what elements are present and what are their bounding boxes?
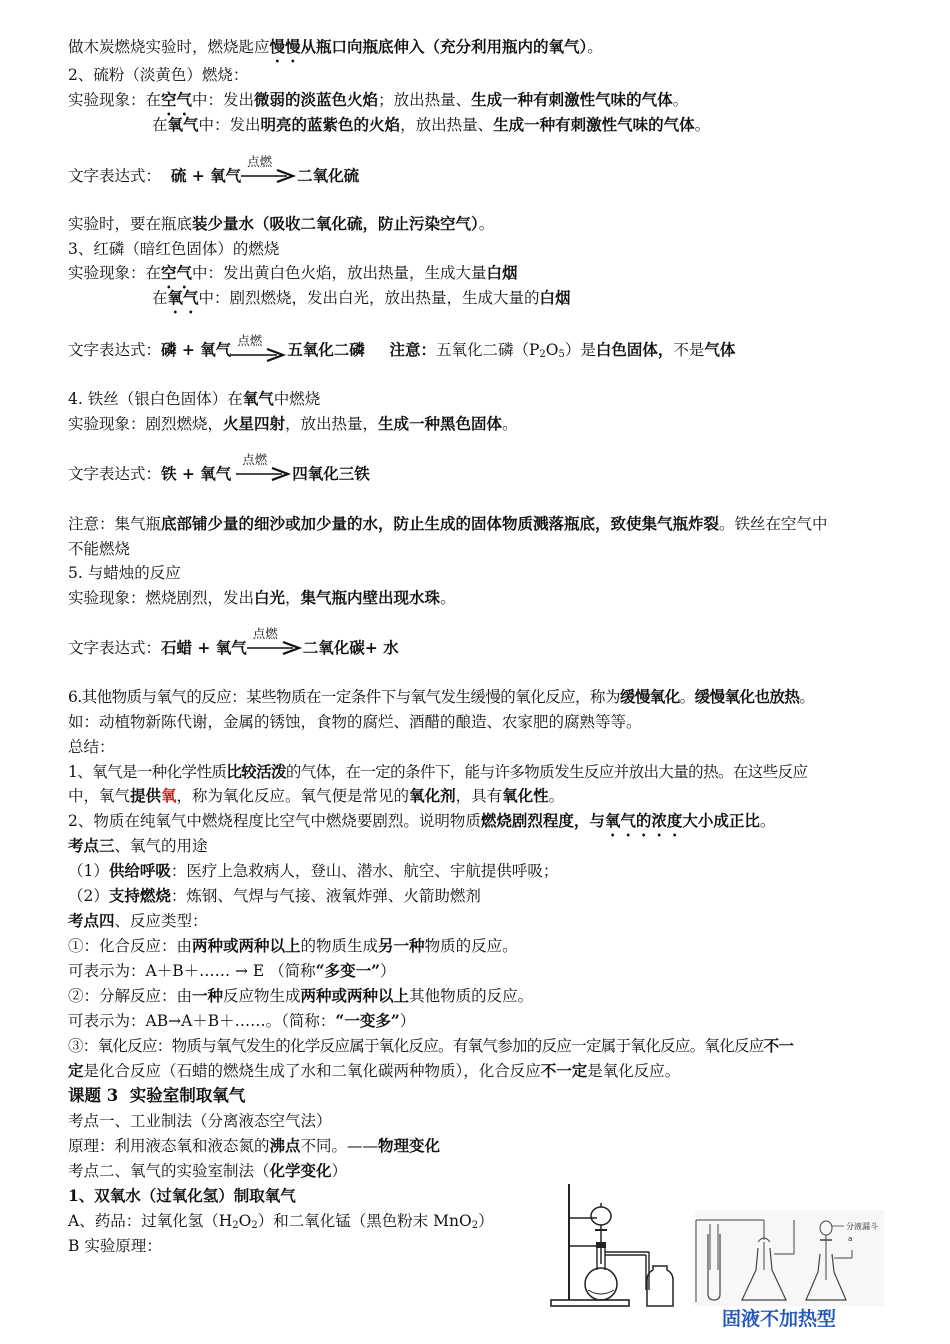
- iron-note-cont: 不能燃烧: [68, 540, 131, 558]
- sulfur-equation: 文字表达式： 硫 + 氧气 点燃 二氧化硫: [68, 154, 360, 185]
- section-candle-heading: 5. 与蜡烛的反应: [68, 564, 181, 582]
- svg-text:a: a: [848, 1235, 853, 1243]
- section-uses-heading: 考点三、氧气的用途: [68, 836, 208, 855]
- candle-equation: 文字表达式：石蜡 + 氧气 点燃 二氧化碳+ 水: [68, 626, 399, 657]
- decomposition-formula: 可表示为：AB→A＋B＋……。（简称：“一变多”）: [68, 1011, 416, 1030]
- industrial-method-heading: 考点一、工业制法（分离液态空气法）: [68, 1112, 332, 1130]
- summary-heading: 总结：: [68, 738, 115, 756]
- candle-observation: 实验现象：燃烧剧烈，发出白光，集气瓶内壁出现水珠。: [68, 588, 456, 607]
- reaction-arrow-icon: 点燃: [247, 637, 303, 659]
- iron-note: 注意：集气瓶底部铺少量的细沙或加少量的水，防止生成的固体物质溅落瓶底，致使集气瓶炸裂。铁丝在空气中: [68, 514, 828, 533]
- apparatus-setups-diagram: [694, 1210, 884, 1306]
- oxidation-reaction-cont: 定是化合反应（石蜡的燃烧生成了水和二氧化碳两种物质），化合反应不一定是氧化反应。: [68, 1061, 681, 1080]
- figure-caption: 固液不加热型: [722, 1308, 837, 1330]
- apparatus-stand-diagram: [545, 1178, 695, 1310]
- industrial-principle: 原理：利用液态氧和液态氮的沸点不同。——物理变化: [68, 1136, 441, 1155]
- combination-reaction: ①：化合反应：由两种或两种以上的物质生成另一种物质的反应。: [68, 936, 518, 955]
- combination-formula: 可表示为：A＋B＋…… → E （简称“多变一”）: [68, 961, 396, 980]
- section-iron-heading: 4. 铁丝（银白色固体）在氧气中燃烧: [68, 389, 321, 408]
- section-reaction-types-heading: 考点四、反应类型：: [68, 911, 208, 930]
- sulfur-air-observation: 实验现象：在空气中：发出微弱的淡蓝色火焰；放出热量、生成一种有刺激性气味的气体。: [68, 90, 689, 109]
- hydrogen-peroxide-heading: 1、双氧水（过氧化氢）制取氧气: [68, 1186, 296, 1205]
- reaction-arrow-icon: 点燃: [241, 165, 297, 187]
- sulfur-oxygen-observation: 在氧气中：发出明亮的蓝紫色的火焰，放出热量、生成一种有刺激性气味的气体。: [152, 115, 711, 134]
- principle-line: B 实验原理：: [68, 1237, 162, 1255]
- summary-point-1-cont: 中，氧气提供氧，称为氧化反应。氧气便是常见的氧化剂，具有氧化性。: [68, 786, 565, 805]
- reagents-line: A、药品：过氧化氢$(H_2O_2)$和二氧化锰（黑色粉末 MnO$_2$）: [68, 1212, 494, 1231]
- lesson-3-title: 课题 3 实验室制取氧气: [68, 1086, 246, 1105]
- phosphorus-equation: 文字表达式：磷 + 氧气 点燃 五氧化二磷 注意：五氧化二磷$(P_2O_5)$是白色固体，不是气体: [68, 339, 735, 366]
- summary-point-1: 1、氧气是一种化学性质比较活泼的气体，在一定的条件下，能与许多物质发生反应并放出大量的热。在这些反应: [68, 762, 808, 781]
- iron-equation: 文字表达式：铁 + 氧气 点燃 四氧化三铁: [68, 452, 370, 483]
- summary-point-2: 2、物质在纯氧气中燃烧程度比空气中燃烧要剧烈。说明物质燃烧剧烈程度，与氧气的浓度大小成正比。: [68, 811, 776, 830]
- slow-oxidation-line: 6.其他物质与氧气的反应：某些物质在一定条件下与氧气发生缓慢的氧化反应，称为缓慢氧化。缓慢氧化也放热。: [68, 687, 815, 706]
- phosphorus-oxygen-observation: 在氧气中：剧烈燃烧，发出白光，放出热量，生成大量的白烟: [152, 288, 571, 307]
- section-sulfur-heading: 2、硫粉（淡黄色）燃烧：: [68, 66, 249, 84]
- lab-method-heading: 考点二、氧气的实验室制法（化学变化）: [68, 1161, 348, 1180]
- decomposition-reaction: ②：分解反应：由一种反应物生成两种或两种以上其他物质的反应。: [68, 986, 534, 1005]
- sulfur-note: 实验时，要在瓶底装少量水（吸收二氧化硫，防止污染空气）。: [68, 214, 495, 233]
- use-breathing: （1）供给呼吸：医疗上急救病人，登山、潜水、航空、宇航提供呼吸；: [68, 861, 559, 880]
- reaction-arrow-icon: 点燃: [231, 344, 287, 366]
- text-line-1: 做木炭燃烧实验时，燃烧匙应慢慢从瓶口向瓶底伸入（充分利用瓶内的氧气）。: [68, 37, 603, 56]
- use-combustion: （2）支持燃烧：炼钢、气焊与气接、液氧炸弹、火箭助燃剂: [68, 886, 481, 905]
- section-phosphorus-heading: 3、红磷（暗红色固体）的燃烧: [68, 240, 280, 258]
- funnel-label: 分液漏斗: [846, 1222, 878, 1231]
- reaction-arrow-icon: 点燃: [236, 463, 292, 485]
- oxidation-reaction: ③：氧化反应：物质与氧气发生的化学反应属于氧化反应。有氧气参加的反应一定属于氧化反应。氧化反应不一: [68, 1036, 794, 1055]
- slow-oxidation-examples: 如：动植物新陈代谢，金属的锈蚀，食物的腐烂、酒醋的酿造、农家肥的腐熟等等。: [68, 713, 642, 731]
- phosphorus-air-observation: 实验现象：在空气中：发出黄白色火焰，放出热量，生成大量白烟: [68, 263, 518, 282]
- iron-observation: 实验现象：剧烈燃烧，火星四射，放出热量，生成一种黑色固体。: [68, 414, 518, 433]
